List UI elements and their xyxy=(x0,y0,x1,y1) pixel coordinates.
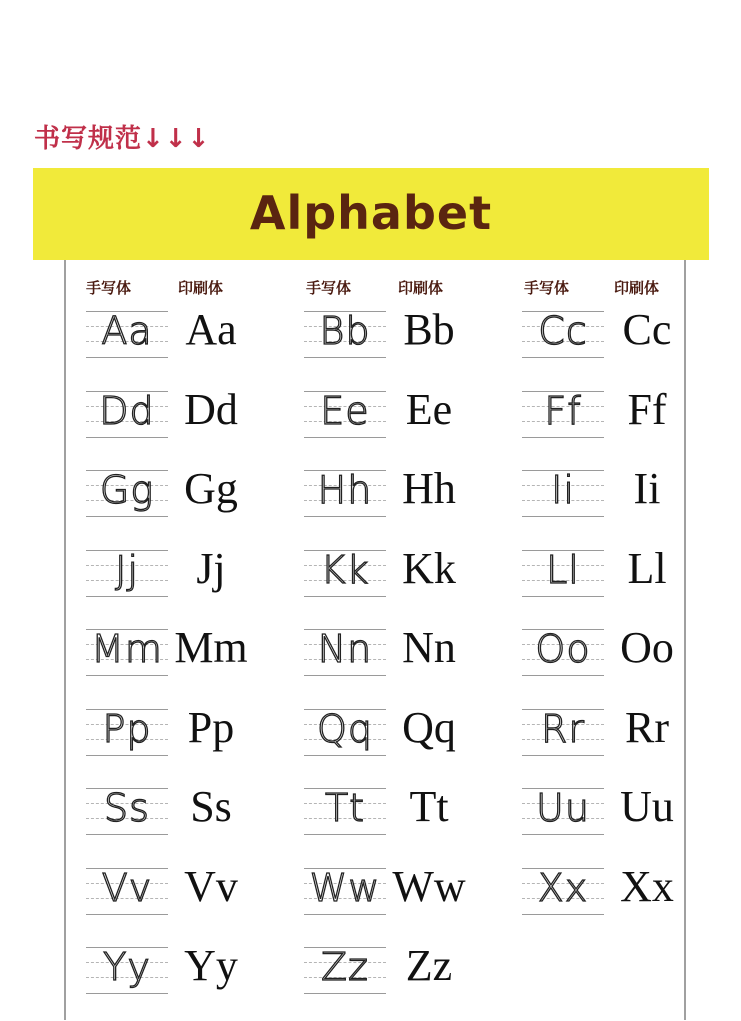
letter-cell xyxy=(284,941,504,1021)
printed-letter: Zz xyxy=(405,941,453,990)
handwritten-letter: Ll xyxy=(546,547,580,592)
handwritten-letter: Nn xyxy=(317,627,373,671)
printed-letter: Jj xyxy=(196,543,226,593)
printed-letter: Oo xyxy=(620,623,674,672)
printed-letter: Ww xyxy=(392,861,466,911)
printed-letter: Ss xyxy=(190,782,232,831)
handwritten-letter: Pp xyxy=(102,706,152,751)
printed-letter: Vv xyxy=(184,861,238,911)
handwritten-letter: Ii xyxy=(551,468,575,512)
handwritten-letter: Ss xyxy=(104,786,150,830)
printed-letter: Ee xyxy=(405,384,453,434)
handwritten-letter: Ww xyxy=(309,865,381,910)
printed-letter: Qq xyxy=(402,702,456,752)
letter-cell xyxy=(66,703,286,783)
alphabet-banner xyxy=(33,168,709,260)
printed-letter: Nn xyxy=(402,623,456,672)
letter-cell xyxy=(284,703,504,783)
letter-cell xyxy=(66,862,286,942)
letter-cell xyxy=(284,385,504,465)
handwritten-letter: Rr xyxy=(540,706,586,751)
letter-cell xyxy=(66,623,286,703)
handwritten-letter: Dd xyxy=(99,388,155,433)
printed-letter: Dd xyxy=(184,384,238,434)
letter-cell xyxy=(66,305,286,385)
alphabet-chart xyxy=(64,260,686,1020)
handwritten-letter: Oo xyxy=(535,627,591,671)
printed-letter: Hh xyxy=(402,464,456,513)
printed-letter: Cc xyxy=(622,305,672,354)
handwritten-letter: Bb xyxy=(319,309,371,353)
handwritten-letter: Gg xyxy=(99,468,155,512)
printed-letter: Aa xyxy=(185,305,237,354)
handwritten-letter: Ee xyxy=(320,388,370,433)
column-header-handwritten-2: 手写体 xyxy=(306,279,352,297)
printed-letter: Yy xyxy=(184,941,238,990)
printed-letter: Ii xyxy=(633,464,661,513)
letter-cell xyxy=(502,385,722,465)
column-header-print-3: 印刷体 xyxy=(614,279,660,297)
letter-cell xyxy=(502,862,722,942)
printed-letter: Mm xyxy=(174,623,248,672)
letter-cell xyxy=(502,544,722,624)
handwritten-letter: Xx xyxy=(537,865,589,910)
column-header-print-2: 印刷体 xyxy=(398,279,444,297)
printed-letter: Rr xyxy=(625,702,669,752)
column-header-print-1: 印刷体 xyxy=(178,279,224,297)
letter-cell xyxy=(284,464,504,544)
handwritten-letter: Mm xyxy=(91,627,163,671)
letter-cell xyxy=(284,544,504,624)
handwritten-letter: Qq xyxy=(316,706,374,751)
letter-cell xyxy=(284,862,504,942)
letter-cell xyxy=(66,782,286,862)
handwritten-letter: Uu xyxy=(536,786,590,830)
handwritten-letter: Hh xyxy=(317,468,373,512)
handwritten-letter: Aa xyxy=(101,309,153,353)
letter-cell xyxy=(502,703,722,783)
letter-cell xyxy=(66,464,286,544)
letter-cell xyxy=(502,782,722,862)
letter-cell xyxy=(66,385,286,465)
handwritten-letter: Ff xyxy=(544,388,582,433)
letter-cell xyxy=(284,782,504,862)
handwritten-letter: Zz xyxy=(321,945,369,989)
letter-cell xyxy=(284,623,504,703)
printed-letter: Kk xyxy=(402,543,456,593)
printed-letter: Tt xyxy=(409,782,449,831)
handwritten-letter: Cc xyxy=(538,309,588,353)
column-header-handwritten-3: 手写体 xyxy=(524,279,570,297)
printed-letter: Pp xyxy=(187,702,235,752)
letter-cell xyxy=(502,464,722,544)
letter-cell xyxy=(502,305,722,385)
printed-letter: Ll xyxy=(627,543,667,593)
handwritten-letter: Yy xyxy=(103,945,151,989)
printed-letter: Ff xyxy=(627,384,667,434)
printed-letter: Uu xyxy=(620,782,674,831)
banner-title: Alphabet xyxy=(249,186,493,240)
printed-letter: Xx xyxy=(620,861,674,911)
letter-cell xyxy=(66,544,286,624)
printed-letter: Gg xyxy=(184,464,238,513)
letter-cell xyxy=(284,305,504,385)
handwritten-letter: Vv xyxy=(101,865,153,910)
letter-cell xyxy=(502,623,722,703)
printed-letter: Bb xyxy=(403,305,455,354)
letter-cell xyxy=(66,941,286,1021)
page-heading: 书写规范↓↓↓ xyxy=(34,124,211,154)
handwritten-letter: Jj xyxy=(115,547,139,592)
column-header-handwritten-1: 手写体 xyxy=(86,279,132,297)
handwritten-letter: Kk xyxy=(320,547,370,592)
handwritten-letter: Tt xyxy=(324,786,366,830)
